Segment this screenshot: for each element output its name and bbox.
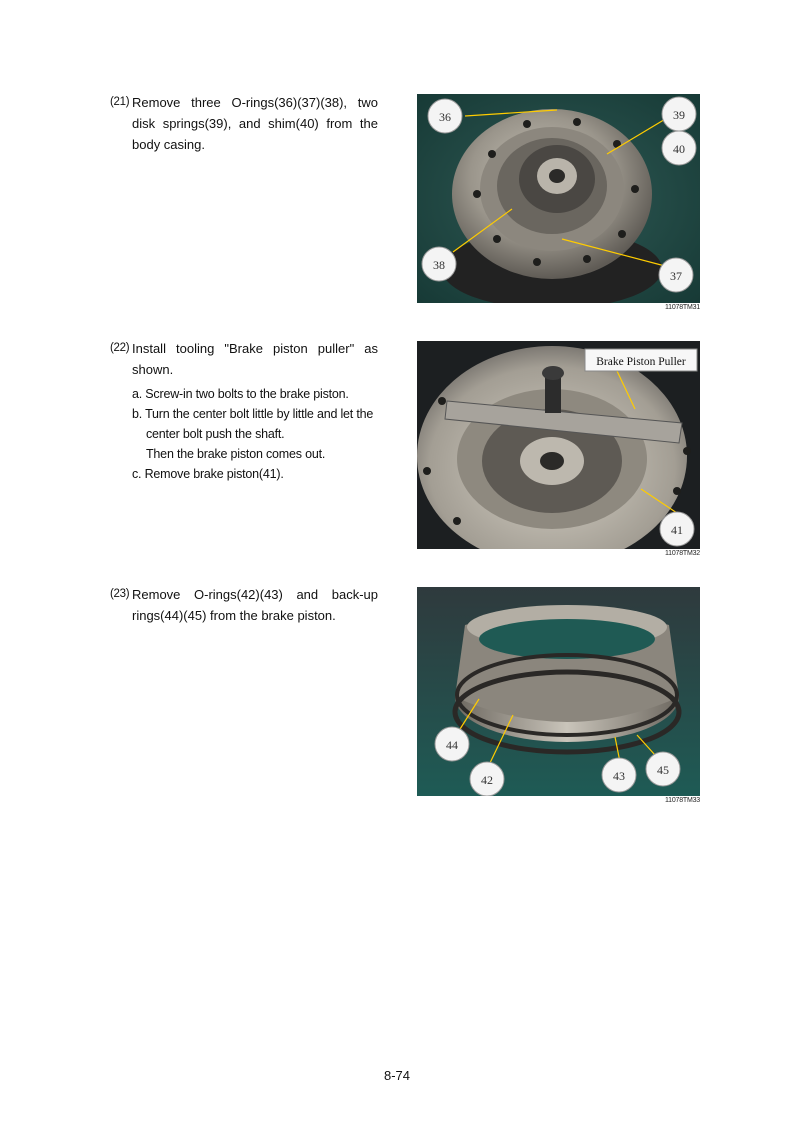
page-number: 8-74 [383, 1068, 411, 1083]
step-number: (23) [110, 588, 130, 600]
callout-41: 41 [671, 523, 683, 537]
figure-caption: 11078TM32 [664, 550, 700, 557]
figure-caption: 11078TM33 [664, 797, 700, 804]
subitem: Then the brake piston comes out. [146, 447, 326, 461]
step-21 [110, 92, 378, 155]
step-text: Remove three O-rings(36)(37)(38), two disk springs(39), and shim(40) from the body casing. [132, 95, 378, 152]
subitem: b. Turn the center bolt little by little and let the center bolt push the shaft. [132, 407, 374, 441]
callout-37: 37 [670, 269, 682, 283]
figure-brake-piston-puller [417, 341, 700, 549]
callout-43: 43 [613, 769, 625, 783]
callout-45: 45 [657, 763, 669, 777]
callout-39: 39 [673, 108, 685, 122]
figure-caption: 11078TM31 [664, 304, 700, 311]
step-text: Install tooling "Brake piston puller" as shown. [132, 341, 378, 377]
step-22 [110, 338, 378, 484]
subitem: a. Screw-in two bolts to the brake piston. [132, 387, 349, 401]
figure-brake-piston-rings [417, 587, 700, 796]
subitem: c. Remove brake piston(41). [132, 467, 284, 481]
step-subitems [110, 384, 378, 484]
step-number: (22) [110, 342, 130, 354]
callout-42: 42 [481, 773, 493, 787]
callout-44: 44 [446, 738, 458, 752]
tool-label: Brake Piston Puller [596, 356, 686, 368]
callout-38: 38 [433, 258, 445, 272]
step-23 [110, 584, 378, 626]
callout-40: 40 [673, 142, 685, 156]
step-number: (21) [110, 96, 130, 108]
step-text: Remove O-rings(42)(43) and back-up rings(44)(45) from the brake piston. [132, 587, 378, 623]
callout-36: 36 [439, 110, 451, 124]
figure-o-rings-removal [417, 94, 700, 303]
